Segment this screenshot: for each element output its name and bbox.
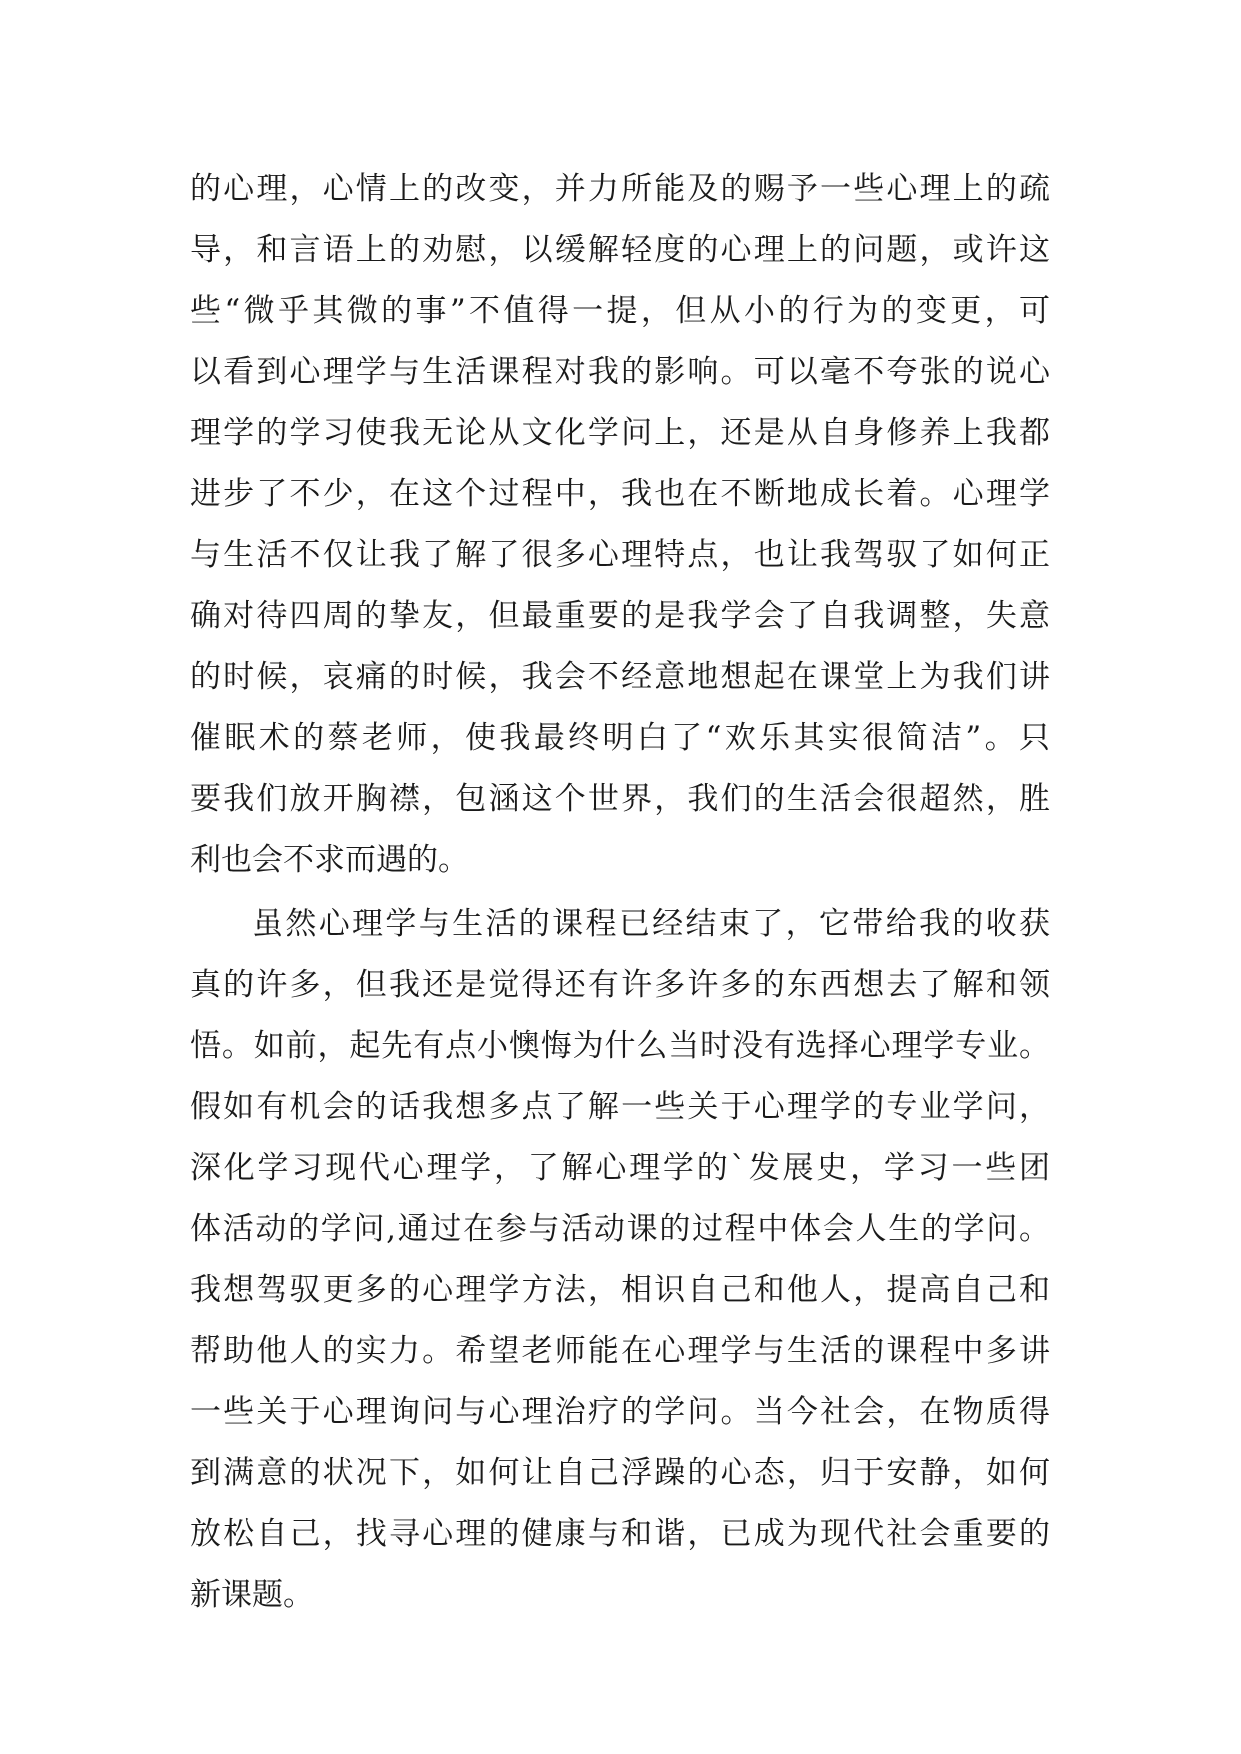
- text-line: 导，和言语上的劝慰，以缓解轻度的心理上的问题，或许这: [190, 232, 1050, 268]
- text-line: 利也会不求而遇的。: [190, 842, 469, 878]
- text-line: 一些关于心理询问与心理治疗的学问。当今社会，在物质得: [190, 1394, 1050, 1430]
- paragraph-1: [190, 159, 1050, 891]
- body-text: [190, 159, 1050, 1626]
- text-line: 到满意的状况下，如何让自己浮躁的心态，归于安静，如何: [190, 1455, 1050, 1491]
- text-line: 深化学习现代心理学，了解心理学的`发展史，学习一些团: [190, 1150, 1050, 1186]
- text-line: 些“微乎其微的事”不值得一提，但从小的行为的变更，可: [190, 293, 1050, 329]
- paragraph-2: [190, 894, 1050, 1626]
- text-line: 催眠术的蔡老师，使我最终明白了“欢乐其实很简洁”。只: [190, 720, 1050, 756]
- text-line: 以看到心理学与生活课程对我的影响。可以毫不夸张的说心: [190, 354, 1050, 390]
- text-line: 的时候，哀痛的时候，我会不经意地想起在课堂上为我们讲: [190, 659, 1050, 695]
- text-line: 理学的学习使我无论从文化学问上，还是从自身修养上我都: [190, 415, 1050, 451]
- text-line: 确对待四周的挚友，但最重要的是我学会了自我调整，失意: [190, 598, 1050, 634]
- text-line: 假如有机会的话我想多点了解一些关于心理学的专业学问，: [190, 1089, 1050, 1125]
- text-line: 与生活不仅让我了解了很多心理特点，也让我驾驭了如何正: [190, 537, 1050, 573]
- text-line: 悟。如前，起先有点小懊悔为什么当时没有选择心理学专业。: [190, 1028, 1050, 1064]
- text-line: 新课题。: [190, 1577, 314, 1613]
- text-line: 体活动的学问,通过在参与活动课的过程中体会人生的学问。: [190, 1211, 1050, 1247]
- text-line: 放松自己，找寻心理的健康与和谐，已成为现代社会重要的: [190, 1516, 1050, 1552]
- text-line: 虽然心理学与生活的课程已经结束了，它带给我的收获: [252, 906, 1050, 942]
- text-line: 的心理，心情上的改变，并力所能及的赐予一些心理上的疏: [190, 171, 1050, 207]
- text-line: 真的许多，但我还是觉得还有许多许多的东西想去了解和领: [190, 967, 1050, 1003]
- text-line: 进步了不少，在这个过程中，我也在不断地成长着。心理学: [190, 476, 1050, 512]
- text-line: 我想驾驭更多的心理学方法，相识自己和他人，提高自己和: [190, 1272, 1050, 1308]
- text-line: 帮助他人的实力。希望老师能在心理学与生活的课程中多讲: [190, 1333, 1050, 1369]
- text-line: 要我们放开胸襟，包涵这个世界，我们的生活会很超然，胜: [190, 781, 1050, 817]
